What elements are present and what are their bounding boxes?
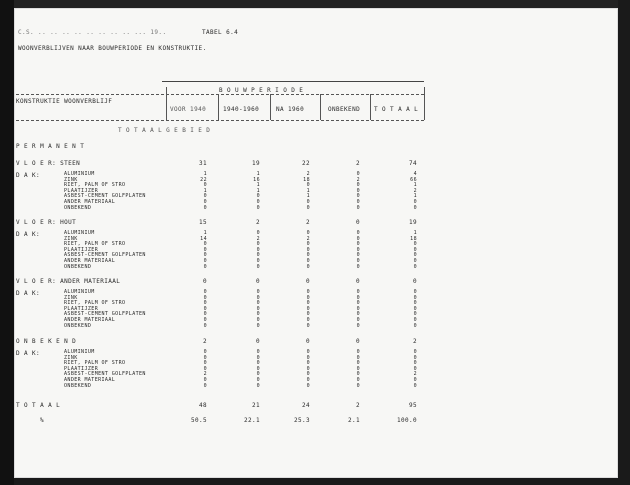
dak-item-value: 0 [356,246,360,253]
dak-item-value: 0 [203,252,207,259]
percent-value: 50.5 [190,417,207,424]
totaal-value: 24 [301,402,310,409]
dak-item-value: 0 [203,322,207,329]
dak-item-value: 0 [306,294,310,301]
col-head-2: NA 1960 [276,106,305,113]
dak-item-value: 0 [256,258,260,264]
dak-item-value: 2 [413,187,417,194]
group-value: 2 [305,219,310,226]
dak-item-value: 0 [203,349,207,355]
dak-item-label: RIET, PALM OF STRO [64,182,126,189]
totaal-value: 21 [251,402,260,409]
dak-item-value: 1 [203,187,207,194]
dak-item-value: 0 [306,365,310,372]
dak-item-value: 18 [303,176,310,183]
dak-item-value: 0 [413,305,417,312]
dak-item-value: 0 [413,252,417,259]
dak-item-value: 0 [356,294,360,301]
dak-item-value: 0 [256,199,260,205]
col-sep [320,94,321,120]
dak-item-value: 0 [203,300,207,307]
dak-item-label: RIET, PALM OF STRO [64,360,126,367]
dak-item-value: 0 [413,360,417,367]
group-value: 0 [255,338,260,345]
group-value: 22 [301,160,310,167]
dak-label: D A K: [16,172,41,179]
dak-item-value: 0 [256,322,260,329]
scan-edge-top [14,0,618,8]
dak-item-value: 0 [306,241,310,248]
dak-item-value: 22 [200,176,207,183]
col-head-3: ONBEKEND [328,106,361,113]
dak-item-value: 0 [256,230,260,236]
dak-item-value: 0 [203,354,207,361]
group-label: O N B E K E N D [16,338,77,345]
dak-item-value: 1 [413,193,417,200]
dak-item-label: ZINK [64,235,78,242]
dak-item-value: 0 [256,311,260,318]
dak-item-value: 0 [203,204,207,211]
header-rule-mid [16,94,424,95]
row-header-label: KONSTRUKTIE WOONVERBLIJF [16,98,113,105]
dak-item-value: 0 [306,322,310,329]
dak-item-label: ANDER MATERIAAL [64,258,116,264]
dak-item-value: 0 [413,204,417,211]
dak-item-value: 0 [256,289,260,295]
dak-item-label: ONBEKEND [64,204,92,211]
dak-item-value: 0 [356,235,360,242]
dak-item-value: 0 [413,199,417,205]
dak-item-value: 0 [356,193,360,200]
dak-item-value: 0 [306,305,310,312]
dak-item-value: 0 [256,382,260,389]
dak-item-value: 2 [203,371,207,378]
col-sep [218,94,219,120]
dak-item-value: 1 [256,171,260,177]
percent-value: 100.0 [396,417,417,424]
group-value: 74 [408,160,417,167]
dak-item-value: 0 [306,252,310,259]
dak-item-value: 1 [413,230,417,236]
dak-item-value: 0 [306,263,310,270]
dak-item-label: ASBEST-CEMENT GOLFPLATEN [64,252,146,259]
dak-item-value: 0 [256,365,260,372]
dak-item-value: 0 [203,377,207,383]
group-value: 0 [355,278,360,285]
percent-value: 2.1 [347,417,360,424]
dak-item-value: 0 [256,360,260,367]
dak-item-label: RIET, PALM OF STRO [64,241,126,248]
dak-item-value: 0 [356,171,360,177]
group-label: V L O E R: HOUT [16,219,77,226]
dak-item-value: 0 [413,263,417,270]
dak-item-value: 0 [203,289,207,295]
col-sep [370,94,371,120]
dak-item-value: 0 [203,360,207,367]
header-rule-top [162,81,424,82]
dak-item-value: 0 [356,187,360,194]
percent-label: % [40,417,45,424]
dak-item-value: 14 [200,235,207,242]
dak-item-value: 0 [306,360,310,367]
dak-item-value: 0 [413,377,417,383]
dak-item-value: 0 [356,382,360,389]
dak-item-value: 0 [413,300,417,307]
dak-item-value: 66 [410,176,417,183]
dak-item-value: 0 [306,246,310,253]
dak-item-label: ZINK [64,176,78,183]
scan-edge-right [618,0,630,485]
dak-item-value: 0 [256,349,260,355]
group-value: 0 [355,338,360,345]
dak-item-value: 0 [306,349,310,355]
dak-item-label: ANDER MATERIAAL [64,199,116,205]
dak-item-value: 0 [413,311,417,318]
dak-item-value: 0 [356,300,360,307]
dak-item-label: ZINK [64,294,78,301]
dak-item-value: 1 [256,187,260,194]
column-group-label: B O U W P E R I O D E [219,87,304,94]
dak-item-value: 0 [306,258,310,264]
dak-item-value: 1 [256,182,260,189]
dak-item-value: 0 [413,365,417,372]
dak-item-value: 0 [413,289,417,295]
dak-item-value: 0 [356,377,360,383]
dak-item-value: 0 [356,322,360,329]
scan-edge-left [0,0,14,485]
dak-item-label: ONBEKEND [64,263,92,270]
dak-item-value: 0 [356,371,360,378]
dak-item-label: ANDER MATERIAAL [64,317,116,323]
dak-item-value: 0 [203,182,207,189]
group-value: 2 [255,219,260,226]
dak-item-label: ASBEST-CEMENT GOLFPLATEN [64,371,146,378]
dak-item-label: PLAATIJZER [64,305,99,312]
group-value: 19 [251,160,260,167]
dak-item-value: 0 [256,294,260,301]
dak-item-value: 0 [306,230,310,236]
dak-item-value: 0 [203,258,207,264]
dak-item-value: 1 [203,171,207,177]
group-value: 0 [355,219,360,226]
dak-item-label: ALUMINIUM [64,230,95,236]
dak-item-value: 0 [256,300,260,307]
percent-value: 25.3 [293,417,310,424]
dak-item-value: 0 [306,311,310,318]
dak-item-label: PLAATIJZER [64,187,99,194]
dak-item-value: 0 [356,204,360,211]
dak-item-value: 0 [256,354,260,361]
dak-item-value: 0 [413,322,417,329]
group-label: V L O E R: STEEN [16,160,81,167]
dak-item-value: 2 [256,235,260,242]
dak-item-value: 0 [306,371,310,378]
dak-item-label: ALUMINIUM [64,289,95,295]
dak-item-value: 0 [356,241,360,248]
dak-item-value: 0 [356,365,360,372]
dak-item-value: 0 [356,199,360,205]
dak-item-value: 0 [356,252,360,259]
dak-item-value: 0 [203,294,207,301]
dak-item-label: ALUMINIUM [64,171,95,177]
dak-item-label: PLAATIJZER [64,246,99,253]
dak-item-value: 0 [203,311,207,318]
dak-item-value: 0 [356,317,360,323]
dak-item-value: 0 [356,349,360,355]
dak-item-value: 0 [356,182,360,189]
dak-item-value: 0 [413,349,417,355]
dak-item-value: 0 [256,371,260,378]
dak-item-value: 0 [356,305,360,312]
dak-label: D A K: [16,290,41,297]
dak-item-value: 0 [306,199,310,205]
dak-item-value: 0 [256,246,260,253]
dak-item-value: 0 [413,258,417,264]
group-value: 15 [198,219,207,226]
dak-item-label: ANDER MATERIAAL [64,377,116,383]
dak-item-value: 0 [306,354,310,361]
dak-item-label: ALUMINIUM [64,349,95,355]
dak-item-value: 0 [203,241,207,248]
dak-item-value: 1 [306,193,310,200]
group-value: 0 [202,278,207,285]
dak-item-label: ASBEST-CEMENT GOLFPLATEN [64,311,146,318]
dak-item-value: 0 [306,204,310,211]
totaal-value: 48 [198,402,207,409]
totaal-label: T O T A A L [16,402,61,409]
group-value: 2 [412,338,417,345]
table-label: TABEL 6.4 [202,29,239,36]
dak-item-value: 0 [203,263,207,270]
group-top-label: P E R M A N E N T [16,143,85,150]
dak-item-value: 16 [253,176,260,183]
dak-item-value: 2 [413,371,417,378]
dak-item-value: 2 [306,171,310,177]
group-value: 0 [305,278,310,285]
dak-item-value: 0 [203,199,207,205]
dak-item-value: 0 [203,382,207,389]
section-title: T O T A A L G E B I E D [118,127,211,134]
dak-label: D A K: [16,231,41,238]
dak-item-value: 0 [413,294,417,301]
dak-label: D A K: [16,350,41,357]
dak-item-value: 0 [413,246,417,253]
dak-item-value: 0 [256,252,260,259]
dak-item-value: 0 [256,241,260,248]
dak-item-value: 18 [410,235,417,242]
document-page [14,8,618,478]
document-title: WOONVERBLIJVEN NAAR BOUWPERIODE EN KONSTRUKTIE. [18,45,207,52]
dak-item-value: 0 [203,246,207,253]
dak-item-label: ONBEKEND [64,382,92,389]
dak-item-value: 0 [256,193,260,200]
dak-item-value: 0 [306,377,310,383]
col-sep [424,87,425,120]
percent-value: 22.1 [243,417,260,424]
dak-item-value: 0 [413,241,417,248]
col-head-1: 1940-1960 [223,106,260,113]
dak-item-value: 0 [413,354,417,361]
dak-item-label: ONBEKEND [64,322,92,329]
dak-item-value: 1 [203,230,207,236]
header-top-line: C.S. .. .. .. .. .. .. .. .. ... 19.. [18,29,167,36]
group-label: V L O E R: ANDER MATERIAAL [16,278,121,285]
dak-item-value: 0 [203,305,207,312]
col-head-0: VOOR 1940 [170,106,207,113]
dak-item-value: 2 [356,176,360,183]
dak-item-value: 0 [256,377,260,383]
totaal-value: 2 [355,402,360,409]
totaal-value: 95 [408,402,417,409]
dak-item-value: 0 [356,354,360,361]
dak-item-value: 0 [256,204,260,211]
dak-item-value: 1 [306,187,310,194]
dak-item-value: 0 [256,263,260,270]
group-value: 0 [255,278,260,285]
dak-item-value: 4 [413,171,417,177]
group-value: 2 [202,338,207,345]
dak-item-value: 0 [356,258,360,264]
dak-item-value: 0 [203,365,207,372]
dak-item-value: 0 [256,317,260,323]
group-value: 2 [355,160,360,167]
col-head-4: T O T A A L [374,106,419,113]
dak-item-value: 0 [306,300,310,307]
group-value: 0 [305,338,310,345]
header-rule-bottom [16,120,424,121]
dak-item-value: 0 [413,317,417,323]
dak-item-value: 0 [306,182,310,189]
dak-item-value: 0 [306,289,310,295]
dak-item-value: 0 [203,317,207,323]
dak-item-value: 1 [413,182,417,189]
dak-item-value: 2 [306,235,310,242]
dak-item-value: 0 [356,360,360,367]
group-value: 0 [412,278,417,285]
dak-item-value: 0 [306,317,310,323]
dak-item-value: 0 [203,193,207,200]
dak-item-value: 0 [306,382,310,389]
dak-item-label: RIET, PALM OF STRO [64,300,126,307]
dak-item-value: 0 [256,305,260,312]
dak-item-value: 0 [356,230,360,236]
dak-item-value: 0 [413,382,417,389]
col-sep [166,87,167,120]
col-sep [270,94,271,120]
dak-item-label: ZINK [64,354,78,361]
dak-item-label: PLAATIJZER [64,365,99,372]
dak-item-label: ASBEST-CEMENT GOLFPLATEN [64,193,146,200]
group-value: 31 [198,160,207,167]
dak-item-value: 0 [356,311,360,318]
group-value: 19 [408,219,417,226]
dak-item-value: 0 [356,289,360,295]
dak-item-value: 0 [356,263,360,270]
